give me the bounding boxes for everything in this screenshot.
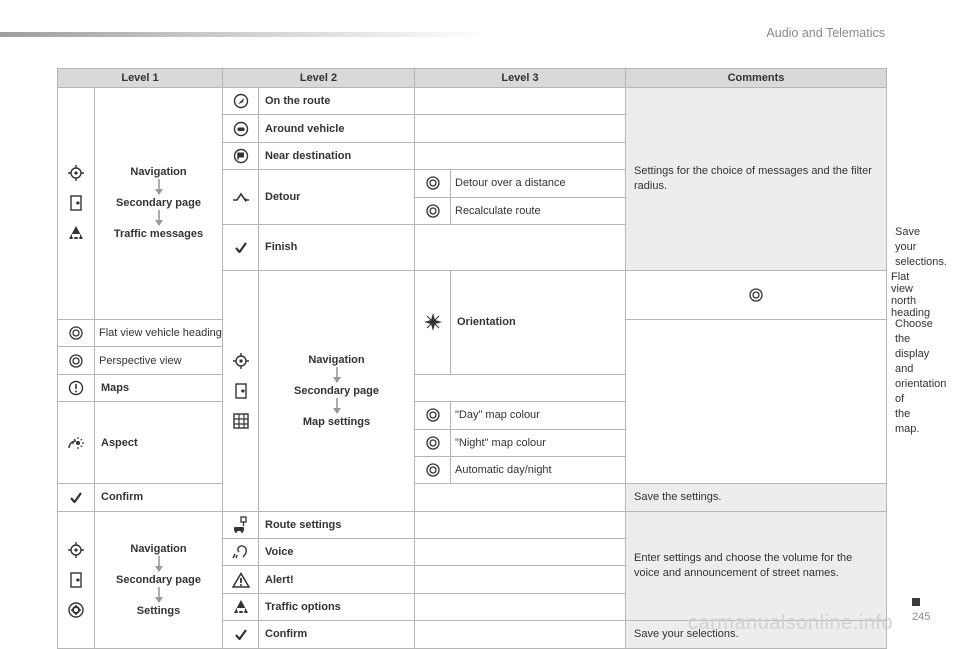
- level2-icon-cell: [223, 621, 259, 648]
- level2-icon-cell: [58, 484, 95, 511]
- level1-item-navigation: Navigation: [130, 542, 187, 555]
- table-row: Finish Save your selections.: [58, 224, 887, 270]
- level2-label: Traffic options: [259, 593, 415, 620]
- level2-label: Confirm: [259, 621, 415, 648]
- radio-option-icon[interactable]: [426, 463, 440, 477]
- comment-final-cell: Save the settings.: [626, 484, 887, 511]
- level1-item-secondary-page: Secondary page: [116, 197, 201, 210]
- radio-option-icon[interactable]: [426, 204, 440, 218]
- secondary-page-icon: [232, 382, 250, 400]
- radio-option-icon[interactable]: [426, 408, 440, 422]
- level1-icons-cell: [58, 88, 95, 320]
- option-icon-cell: [58, 347, 95, 374]
- level1-item-traffic-messages: Traffic messages: [113, 228, 204, 241]
- table-row: [58, 484, 887, 511]
- level3-empty: [415, 142, 626, 169]
- aspect-icon: [66, 434, 86, 452]
- page-marker: [912, 598, 920, 606]
- table-header-row: [58, 69, 887, 88]
- table-row: [58, 402, 887, 429]
- secondary-page-icon: [67, 571, 85, 589]
- arrow-down-icon: [332, 367, 342, 384]
- level3-empty: [415, 621, 626, 648]
- arrow-down-icon: [154, 556, 164, 573]
- level3-empty: [415, 566, 626, 593]
- level1-path-cell: [95, 88, 223, 320]
- level2-label: Maps: [95, 374, 223, 401]
- option-icon-cell: [415, 170, 451, 197]
- radio-option-icon[interactable]: [69, 326, 83, 340]
- level3-option: Perspective view: [95, 347, 223, 374]
- navigation-icon: [67, 541, 85, 559]
- arrow-down-icon: [154, 587, 164, 604]
- navigation-icon: [67, 164, 85, 182]
- col-header-level1: Level 1: [58, 69, 223, 88]
- col-header-level2: Level 2: [223, 69, 415, 88]
- level1-icons-cell: [58, 511, 95, 648]
- voice-icon: [232, 544, 250, 560]
- level3-empty: [415, 115, 626, 142]
- arrow-down-icon: [154, 210, 164, 227]
- level1-item-map-settings: Map settings: [302, 415, 371, 428]
- detour-icon: [232, 190, 250, 204]
- option-icon-cell: [58, 319, 95, 346]
- level3-option: "Day" map colour: [451, 402, 626, 429]
- map-settings-icon: [232, 412, 250, 430]
- level3-empty: [415, 484, 626, 511]
- option-icon-cell: [415, 429, 451, 456]
- level1-item-secondary-page: Secondary page: [294, 384, 379, 397]
- col-header-level3: Level 3: [415, 69, 626, 88]
- traffic-messages-icon: [67, 224, 85, 242]
- level2-icon-cell: [58, 402, 95, 484]
- table-row: Navigation Secondary page Map settings Orientation Flat view north heading Choose the display and orientation of the map.: [58, 270, 887, 319]
- level2-label: Near destination: [259, 142, 415, 169]
- level1-path-cell: [259, 270, 415, 511]
- maps-icon: [68, 380, 84, 396]
- alert-icon: [232, 572, 250, 588]
- on-the-route-icon: [233, 93, 249, 109]
- col-header-comments: Comments: [626, 69, 887, 88]
- watermark: carmanualsonline.info: [688, 612, 894, 634]
- navigation-icon: [232, 352, 250, 370]
- option-icon-cell: [626, 270, 887, 319]
- level2-label: Voice: [259, 539, 415, 566]
- route-settings-icon: [232, 516, 250, 534]
- level2-icon-cell: [223, 170, 259, 225]
- level1-item-settings: Settings: [136, 604, 181, 617]
- radio-option-icon[interactable]: [749, 288, 763, 302]
- page-number: 245: [912, 611, 931, 623]
- level1-icons-cell: [223, 270, 259, 511]
- secondary-page-icon: [67, 194, 85, 212]
- level2-icon-cell: [223, 593, 259, 620]
- level1-path-cell: [95, 511, 223, 648]
- level2-icon-cell: [223, 539, 259, 566]
- level2-label: Aspect: [95, 402, 223, 484]
- comment-cell: Enter settings and choose the volume for the voice and announcement of street names.: [626, 511, 887, 621]
- arrow-down-icon: [154, 179, 164, 196]
- comment-final-cell: Save your selections.: [626, 621, 887, 648]
- level1-item-navigation: Navigation: [130, 166, 187, 179]
- level3-option: Flat view vehicle heading: [95, 319, 223, 346]
- level3-option: Automatic day/night: [451, 456, 626, 483]
- level3-empty: [415, 593, 626, 620]
- radio-option-icon[interactable]: [426, 436, 440, 450]
- level2-label: Finish: [259, 224, 415, 270]
- arrow-down-icon: [332, 398, 342, 415]
- comment-cell: Settings for the choice of messages and the filter radius.: [626, 88, 887, 271]
- level3-empty: [415, 374, 626, 401]
- table-row: [58, 88, 887, 115]
- check-icon: [235, 629, 247, 640]
- option-icon-cell: [415, 402, 451, 429]
- table-row: [58, 511, 887, 538]
- check-icon: [70, 492, 82, 503]
- level2-icon-cell: [223, 88, 259, 115]
- page-header-title: Audio and Telematics: [766, 26, 885, 40]
- level2-icon-cell: [223, 224, 259, 270]
- level1-item-navigation: Navigation: [308, 353, 365, 366]
- level2-icon-cell: [415, 270, 451, 374]
- level2-label: Around vehicle: [259, 115, 415, 142]
- level2-icon-cell: [223, 511, 259, 538]
- table-row: [58, 374, 887, 401]
- radio-option-icon[interactable]: [426, 176, 440, 190]
- level3-empty: [415, 224, 626, 270]
- level2-icon-cell: [223, 115, 259, 142]
- settings-icon: [67, 601, 85, 619]
- level2-icon-cell: [223, 566, 259, 593]
- option-icon-cell: [415, 456, 451, 483]
- level2-label: Detour: [259, 170, 415, 225]
- orientation-icon: [423, 312, 443, 332]
- level3-empty: [415, 88, 626, 115]
- header-gradient-bar: [0, 32, 490, 37]
- level3-empty: [415, 539, 626, 566]
- level3-option: "Night" map colour: [451, 429, 626, 456]
- level2-label: Route settings: [259, 511, 415, 538]
- check-icon: [235, 242, 247, 253]
- level2-icon-cell: [58, 374, 95, 401]
- around-vehicle-icon: [233, 121, 249, 137]
- radio-option-icon[interactable]: [69, 354, 83, 368]
- near-destination-icon: [233, 148, 249, 164]
- level2-label: Confirm: [95, 484, 223, 511]
- level3-empty: [415, 511, 626, 538]
- level3-option: Detour over a distance: [451, 170, 626, 197]
- traffic-options-icon: [232, 598, 250, 616]
- level2-icon-cell: [223, 142, 259, 169]
- option-icon-cell: [415, 197, 451, 224]
- level2-label: Orientation: [451, 270, 626, 374]
- level2-label: Alert!: [259, 566, 415, 593]
- level1-item-secondary-page: Secondary page: [116, 573, 201, 586]
- level2-label: On the route: [259, 88, 415, 115]
- level3-option: Recalculate route: [451, 197, 626, 224]
